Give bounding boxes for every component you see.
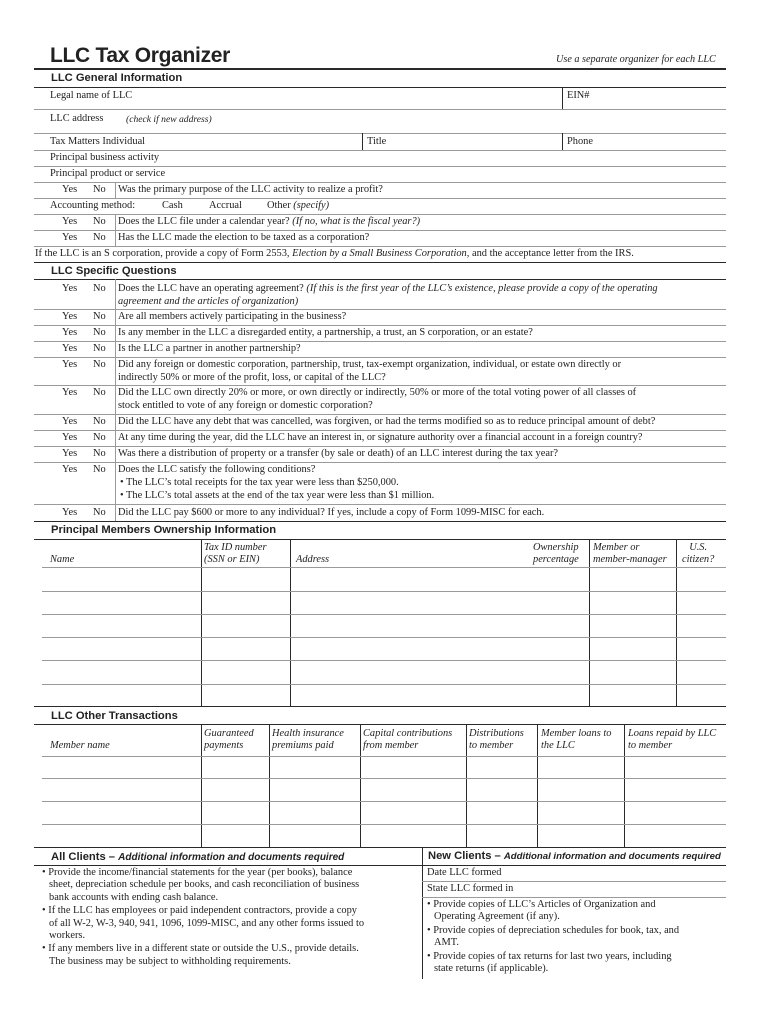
question-ownership-50-a: Did any foreign or domestic corporation, partnership, trust, tax-exempt organization, individual, or estate own directly or <box>118 359 622 370</box>
s-corp-note-c: and the acceptance letter from the IRS. <box>471 248 634 259</box>
tmi-field[interactable] <box>34 134 362 150</box>
question-calendar-text: Does the LLC file under a calendar year? <box>118 216 290 227</box>
col-citizen-b: citizen? <box>682 554 715 565</box>
no-option[interactable]: No <box>93 387 106 398</box>
col-address: Address <box>296 554 330 565</box>
new-clients-heading <box>428 850 721 862</box>
col-taxid-b: (SSN or EIN) <box>204 554 260 565</box>
s-corp-note <box>35 248 634 259</box>
question-ownership-50-b: indirectly 50% or more of the profit, loss, or capital of the LLC? <box>118 372 386 383</box>
s-corp-note-a: If the LLC is an S corporation, provide a copy of Form 2553, <box>35 248 290 259</box>
new-b3a: • Provide copies of tax returns for last two years, including <box>427 950 672 962</box>
activity-label: Principal business activity <box>50 152 160 163</box>
date-formed-label: Date LLC formed <box>427 867 502 878</box>
rule <box>34 325 726 326</box>
other-heading: LLC Other Transactions <box>51 710 178 722</box>
yes-option[interactable]: Yes <box>62 448 78 459</box>
col-member-manager-a: Member or <box>593 542 640 553</box>
yes-option[interactable]: Yes <box>62 311 78 322</box>
col-ownership-a: Ownership <box>533 542 579 553</box>
members-heading: Principal Members Ownership Information <box>51 524 277 536</box>
yes-option[interactable]: Yes <box>62 327 78 338</box>
other-table-body[interactable] <box>42 757 726 847</box>
divider <box>115 230 116 246</box>
all-clients-dash: – <box>105 851 119 863</box>
col-citizen-a: U.S. <box>689 542 708 553</box>
all-b3b: The business may be subject to withholding requirements. <box>49 955 291 967</box>
col-guaranteed-a: Guaranteed <box>204 728 254 739</box>
no-option[interactable]: No <box>93 464 106 475</box>
col-taxid <box>204 542 267 566</box>
rule <box>34 262 726 263</box>
col-loans-repaid <box>628 728 716 752</box>
title-field[interactable] <box>363 134 562 150</box>
no-option[interactable]: No <box>93 184 106 195</box>
no-option[interactable]: No <box>93 232 106 243</box>
yes-option[interactable]: Yes <box>62 283 78 294</box>
state-formed-label: State LLC formed in <box>427 883 514 894</box>
condition-assets: • The LLC’s total assets at the end of the tax year were less than $1 million. <box>120 490 435 501</box>
accounting-method-label: Accounting method: <box>50 200 136 211</box>
tmi-label: Tax Matters Individual <box>50 136 146 147</box>
address-note: (check if new address) <box>126 114 212 125</box>
question-distribution: Was there a distribution of property or a transfer (by sale or death) of an LLC interest during the tax year? <box>118 448 559 459</box>
title-label: Title <box>367 136 387 147</box>
phone-label: Phone <box>567 136 593 147</box>
q1-note-b: agreement and the articles of organization) <box>118 296 299 307</box>
legal-name-label: Legal name of LLC <box>50 90 133 101</box>
rule <box>34 847 726 848</box>
divider <box>115 325 116 341</box>
rule <box>34 198 726 199</box>
cash-option[interactable]: Cash <box>162 200 183 211</box>
all-clients-sub: Additional information and documents required <box>118 852 345 863</box>
rule <box>34 462 726 463</box>
rule <box>34 341 726 342</box>
col-health-b: premiums paid <box>272 740 334 751</box>
no-option[interactable]: No <box>93 507 106 518</box>
all-b2a: • If the LLC has employees or paid independent contractors, provide a copy <box>42 905 357 917</box>
question-voting-power-a: Did the LLC own directly 20% or more, or own directly or indirectly, 50% or more of the total voting power of all classes of <box>118 387 637 398</box>
rule <box>34 865 422 866</box>
condition-receipts: • The LLC’s total receipts for the tax year were less than $250,000. <box>120 477 399 488</box>
no-option[interactable]: No <box>93 359 106 370</box>
col-loans-repaid-b: to member <box>628 740 673 751</box>
ein-field[interactable] <box>563 87 726 109</box>
question-debt-cancelled: Did the LLC have any debt that was cancelled, was forgiven, or had the terms modified so as to reduce principal amount of debt? <box>118 416 656 427</box>
all-clients-title: All Clients <box>51 851 106 863</box>
address-label: LLC address <box>50 113 104 124</box>
question-partner: Is the LLC a partner in another partnership? <box>118 343 301 354</box>
new-clients-title: New Clients <box>428 850 492 862</box>
all-b1c: bank accounts with ending cash balance. <box>49 891 219 903</box>
col-member-manager <box>593 542 667 566</box>
rule <box>34 414 726 415</box>
divider <box>115 414 116 430</box>
col-capital-a: Capital contributions <box>363 728 453 739</box>
no-option[interactable]: No <box>93 432 106 443</box>
no-option[interactable]: No <box>93 327 106 338</box>
col-guaranteed <box>204 728 254 752</box>
divider <box>115 341 116 357</box>
divider <box>115 309 116 325</box>
rule <box>34 214 726 215</box>
no-option[interactable]: No <box>93 416 106 427</box>
question-foreign-account: At any time during the year, did the LLC have an interest in, or signature authority over a financial account in a foreign country? <box>118 432 643 443</box>
header-rule <box>34 68 726 70</box>
all-clients-list <box>42 867 420 968</box>
divider <box>115 385 116 414</box>
general-heading: LLC General Information <box>51 72 183 84</box>
question-disregarded-entity: Is any member in the LLC a disregarded entity, a partnership, a trust, an S corporation, or an estate? <box>118 327 533 338</box>
all-b2b: of all W-2, W-3, 940, 941, 1096, 1099-MISC, and any other forms issued to <box>49 917 365 929</box>
new-clients-list <box>427 899 725 975</box>
divider <box>115 279 116 309</box>
col-name: Name <box>50 554 75 565</box>
rule <box>34 385 726 386</box>
yes-option[interactable]: Yes <box>62 184 78 195</box>
col-distributions <box>469 728 524 752</box>
col-member-loans-b: the LLC <box>541 740 575 751</box>
header-note: Use a separate organizer for each LLC <box>556 54 716 65</box>
col-health-a: Health insurance <box>272 728 344 739</box>
col-member-loans-a: Member loans to <box>541 728 612 739</box>
yes-option[interactable]: Yes <box>62 464 78 475</box>
question-calendar <box>118 216 420 227</box>
page-title: LLC Tax Organizer <box>50 44 231 67</box>
rule <box>34 246 726 247</box>
yes-option[interactable]: Yes <box>62 387 78 398</box>
col-guaranteed-b: payments <box>204 740 244 751</box>
q1-text: Does the LLC have an operating agreement? <box>118 283 304 294</box>
question-members-active: Are all members actively participating in the business? <box>118 311 347 322</box>
col-member-name: Member name <box>50 740 110 751</box>
divider <box>115 182 116 198</box>
question-calendar-note: (If no, what is the fiscal year?) <box>292 216 421 227</box>
phone-field[interactable] <box>563 134 726 150</box>
rule <box>34 430 726 431</box>
col-ownership <box>533 542 579 566</box>
question-conditions: Does the LLC satisfy the following conditions? <box>118 464 316 475</box>
q1-note-a: (If this is the first year of the LLC’s existence, please provide a copy of the operating <box>306 283 658 294</box>
new-b3b: state returns (if applicable). <box>434 963 549 975</box>
yes-option[interactable]: Yes <box>62 232 78 243</box>
col-citizen <box>682 542 714 566</box>
rule <box>34 521 726 522</box>
yes-option[interactable]: Yes <box>62 216 78 227</box>
rule <box>34 230 726 231</box>
other-note: (specify) <box>293 200 330 211</box>
question-voting-power-b: stock entitled to vote of any foreign or domestic corporation? <box>118 400 373 411</box>
rule <box>422 897 726 898</box>
accrual-option[interactable]: Accrual <box>209 200 242 211</box>
question-operating-agreement <box>118 283 658 294</box>
all-b3a: • If any members live in a different state or outside the U.S., provide details. <box>42 943 359 955</box>
new-clients-dash: – <box>491 850 504 862</box>
specific-heading: LLC Specific Questions <box>51 265 177 277</box>
col-loans-repaid-a: Loans repaid by LLC <box>628 728 717 739</box>
divider <box>115 214 116 230</box>
no-option[interactable]: No <box>93 343 106 354</box>
rule <box>34 357 726 358</box>
question-1099: Did the LLC pay $600 or more to any individual? If yes, include a copy of Form 1099-MISC for each. <box>118 507 545 518</box>
address-field[interactable] <box>34 110 726 133</box>
question-profit: Was the primary purpose of the LLC activity to realize a profit? <box>118 184 383 195</box>
other-option[interactable] <box>267 200 329 211</box>
no-option[interactable]: No <box>93 216 106 227</box>
col-capital-b: from member <box>363 740 419 751</box>
yes-option[interactable]: Yes <box>62 507 78 518</box>
date-formed-field[interactable] <box>423 866 726 881</box>
s-corp-note-b: Election by a Small Business Corporation, <box>292 248 470 259</box>
question-corp-election: Has the LLC made the election to be taxed as a corporation? <box>118 232 370 243</box>
divider <box>115 446 116 462</box>
members-table-body[interactable] <box>42 568 726 706</box>
rule <box>34 706 726 707</box>
no-option[interactable]: No <box>93 448 106 459</box>
rule <box>34 446 726 447</box>
all-b1b: sheet, depreciation schedule per books, and cash reconciliation of business <box>49 879 360 891</box>
col-capital <box>363 728 452 752</box>
all-b2c: workers. <box>49 930 86 942</box>
col-member-manager-b: member-manager <box>593 554 667 565</box>
rule <box>34 504 726 505</box>
rule <box>34 309 726 310</box>
new-b1b: Operating Agreement (if any). <box>434 911 560 923</box>
new-b1a: • Provide copies of LLC’s Articles of Organization and <box>427 899 656 910</box>
product-label: Principal product or service <box>50 168 166 179</box>
new-b2a: • Provide copies of depreciation schedules for book, tax, and <box>427 924 680 936</box>
rule <box>34 539 726 540</box>
yes-option[interactable]: Yes <box>62 343 78 354</box>
legal-name-field[interactable] <box>34 87 562 109</box>
rule <box>34 279 726 280</box>
rule <box>34 724 726 725</box>
divider <box>115 462 116 504</box>
activity-field[interactable] <box>34 151 726 166</box>
new-clients-sub: Additional information and documents required <box>503 851 721 862</box>
yes-option[interactable]: Yes <box>62 432 78 443</box>
all-clients-heading <box>51 851 344 863</box>
ein-label: EIN# <box>567 90 590 101</box>
product-field[interactable] <box>34 167 726 182</box>
col-health <box>272 728 344 752</box>
rule <box>34 182 726 183</box>
divider <box>115 357 116 385</box>
divider <box>115 504 116 521</box>
no-option[interactable]: No <box>93 283 106 294</box>
all-b1a: • Provide the income/financial statements for the year (per books), balance <box>42 867 353 878</box>
no-option[interactable]: No <box>93 311 106 322</box>
col-distributions-a: Distributions <box>469 728 524 739</box>
other-label: Other <box>267 200 291 211</box>
yes-option[interactable]: Yes <box>62 416 78 427</box>
yes-option[interactable]: Yes <box>62 359 78 370</box>
divider <box>115 430 116 446</box>
col-member-loans <box>541 728 611 752</box>
new-b2b: AMT. <box>434 937 459 949</box>
col-distributions-b: to member <box>469 740 514 751</box>
state-formed-field[interactable] <box>423 882 726 897</box>
col-taxid-a: Tax ID number <box>204 542 267 553</box>
col-ownership-b: percentage <box>533 554 579 565</box>
